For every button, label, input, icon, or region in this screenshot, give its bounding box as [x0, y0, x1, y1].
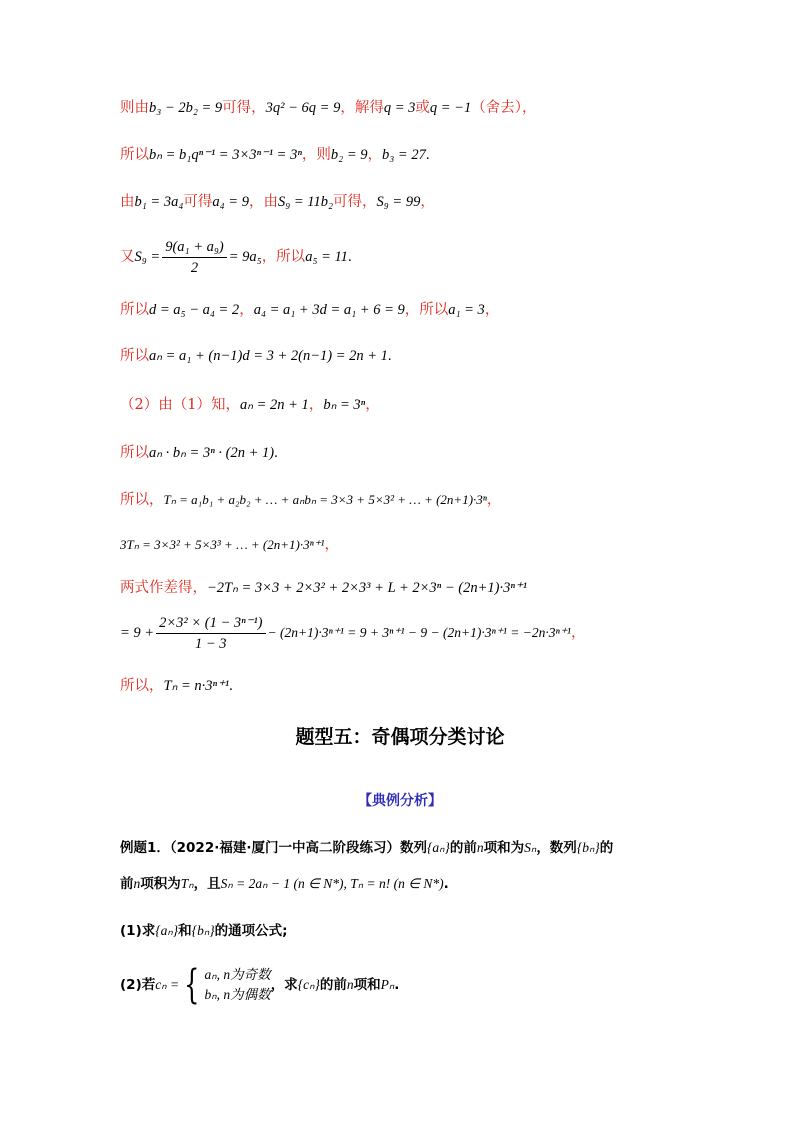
- fraction: [162, 238, 227, 277]
- math: n: [346, 977, 354, 992]
- text: 的: [599, 840, 614, 856]
- math: q = −1: [429, 100, 472, 116]
- text: ，: [365, 397, 380, 413]
- fraction-numerator: 9(a₁ + a₉): [162, 238, 227, 258]
- math: aₙ = a₁ + (n−1)d = 3 + 2(n−1) = 2n + 1: [149, 348, 388, 364]
- text: 项和: [353, 977, 381, 993]
- text: 所以，: [120, 678, 164, 694]
- solution-line-2: [120, 145, 429, 165]
- solution-line-13: [120, 676, 233, 696]
- text: ，: [570, 625, 586, 641]
- text: 所以: [120, 445, 149, 461]
- text: 可得: [183, 194, 213, 210]
- text: 所以: [120, 147, 149, 163]
- math: S₉ = 11b₂: [277, 194, 333, 210]
- text: ，且: [193, 876, 221, 892]
- text: 所以，: [120, 492, 164, 508]
- math: −2Tₙ = 3×3 + 2×3² + 2×3³ + L + 2×3ⁿ − (2n+1)·3ⁿ⁺¹: [207, 580, 527, 596]
- math: d = a₅ − a₄ = 2: [149, 302, 240, 318]
- math: aₙ = 2n + 1: [239, 397, 309, 413]
- text: .: [229, 678, 233, 694]
- example-line-2: [120, 874, 449, 894]
- question-1: [120, 921, 288, 941]
- fraction-denominator: 1 − 3: [195, 635, 227, 652]
- text: 由: [120, 194, 135, 210]
- text: ，: [324, 537, 339, 553]
- solution-line-5: [120, 300, 499, 320]
- solution-line-11: [120, 578, 527, 598]
- math: {aₙ}: [426, 840, 450, 855]
- math: a₄ = 9: [212, 194, 249, 210]
- math: a₅ = 11: [305, 249, 348, 265]
- solution-line-9: [120, 490, 501, 510]
- math: aₙ · bₙ = 3ⁿ · (2n + 1): [149, 445, 275, 461]
- math: S₉ =: [134, 249, 161, 265]
- text: ，: [367, 147, 382, 163]
- text: ，: [420, 194, 435, 210]
- text: .: [347, 249, 352, 265]
- text: .: [425, 147, 430, 163]
- math: S₉ = 99: [376, 194, 421, 210]
- text: 例题1．（2022·福建·厦门一中高二阶段练习）数列: [120, 840, 427, 856]
- math: {cₙ}: [297, 977, 320, 992]
- text: .: [443, 876, 449, 892]
- text: 则由: [120, 100, 149, 116]
- solution-line-4: [120, 237, 352, 277]
- solution-line-1: [120, 98, 536, 118]
- text: （2）由（1）知，: [120, 397, 240, 413]
- math: Sₙ = 2aₙ − 1 (n ∈ N*), Tₙ = n! (n ∈ N*): [220, 876, 444, 891]
- fraction: [156, 614, 265, 653]
- solution-line-8: [120, 443, 278, 463]
- section-subtitle: 【典例分析】: [358, 793, 442, 809]
- text: ，解得: [340, 100, 384, 116]
- math: b₂ = 9: [330, 147, 368, 163]
- text: ，: [486, 492, 502, 508]
- text: (2)若: [120, 977, 156, 993]
- example-line-1: [120, 838, 613, 858]
- text: ，所以: [261, 249, 306, 265]
- solution-line-12: [120, 611, 585, 655]
- text: ，则: [301, 147, 331, 163]
- text: 和: [178, 923, 192, 939]
- text: 可得，: [222, 100, 266, 116]
- text: ，求: [270, 977, 298, 993]
- math: bₙ = 3ⁿ: [323, 397, 366, 413]
- text: 的通项公式;: [214, 923, 288, 939]
- math: {aₙ}: [155, 923, 179, 938]
- left-brace: {: [184, 962, 200, 1008]
- text: 两式作差得，: [120, 580, 207, 596]
- math: Tₙ: [180, 876, 194, 891]
- text: 的前: [319, 977, 347, 993]
- text: 可得，: [333, 194, 377, 210]
- text: 项和为: [483, 840, 525, 856]
- text: ，: [239, 302, 254, 318]
- math: Sₙ: [524, 840, 537, 855]
- math: {bₙ}: [191, 923, 215, 938]
- math: cₙ =: [155, 977, 180, 992]
- math: 3q² − 6q = 9: [265, 100, 341, 116]
- text: 的前: [449, 840, 477, 856]
- text: 又: [120, 249, 135, 265]
- math: b₁ = 3a₄: [134, 194, 184, 210]
- text: .: [394, 977, 400, 993]
- text: ，数列: [536, 840, 577, 856]
- piecewise-cases: [205, 965, 271, 1005]
- text: ，: [308, 397, 324, 413]
- solution-line-7: [120, 395, 380, 415]
- text: 前: [120, 876, 134, 892]
- text: (1)求: [120, 923, 156, 939]
- math: 3Tₙ = 3×3² + 5×3³ + … + (2n+1)·3ⁿ⁺¹: [120, 537, 325, 552]
- text: .: [274, 445, 278, 461]
- math: q = 3: [383, 100, 416, 116]
- math: n: [133, 876, 141, 891]
- text: .: [387, 348, 392, 364]
- math: Tₙ = a₁b₁ + a₂b₂ + … + aₙbₙ = 3×3 + 5×3² + … + (2n+1)·3ⁿ: [163, 492, 487, 507]
- math: b₃ − 2b₂ = 9: [149, 100, 223, 116]
- math: {bₙ}: [576, 840, 600, 855]
- question-2: [120, 962, 399, 1008]
- text: （舍去），: [471, 100, 537, 116]
- text: 项积为: [140, 876, 181, 892]
- fraction-denominator: 2: [190, 259, 199, 276]
- text: ，所以: [404, 302, 449, 318]
- math: = 9a₅: [228, 249, 262, 265]
- math: n: [476, 840, 484, 855]
- math: bₙ = b₁qⁿ⁻¹ = 3×3ⁿ⁻¹ = 3ⁿ: [149, 147, 302, 163]
- text: 或: [415, 100, 430, 116]
- solution-line-3: [120, 192, 435, 212]
- solution-line-10: [120, 535, 339, 555]
- text: ，由: [248, 194, 278, 210]
- math: Tₙ = n·3ⁿ⁺¹: [163, 678, 230, 694]
- math: − (2n+1)·3ⁿ⁺¹ = 9 + 3ⁿ⁺¹ − 9 − (2n+1)·3ⁿ⁺¹ = −2n·3ⁿ⁺¹: [267, 625, 571, 640]
- math: = 9 +: [120, 625, 155, 641]
- text: ，: [484, 302, 500, 318]
- section-title: 题型五：奇偶项分类讨论: [295, 726, 505, 748]
- math: a₄ = a₁ + 3d = a₁ + 6 = 9: [253, 302, 405, 318]
- solution-line-6: [120, 346, 392, 366]
- text: 所以: [120, 348, 149, 364]
- math: a₁ = 3: [448, 302, 485, 318]
- case-odd: aₙ, n为奇数: [204, 967, 271, 982]
- math: b₃ = 27: [382, 147, 426, 163]
- case-even: bₙ, n为偶数: [204, 987, 271, 1002]
- math: Pₙ: [380, 977, 395, 992]
- fraction-numerator: 2×3² × (1 − 3ⁿ⁻¹): [156, 614, 265, 634]
- text: 所以: [120, 302, 149, 318]
